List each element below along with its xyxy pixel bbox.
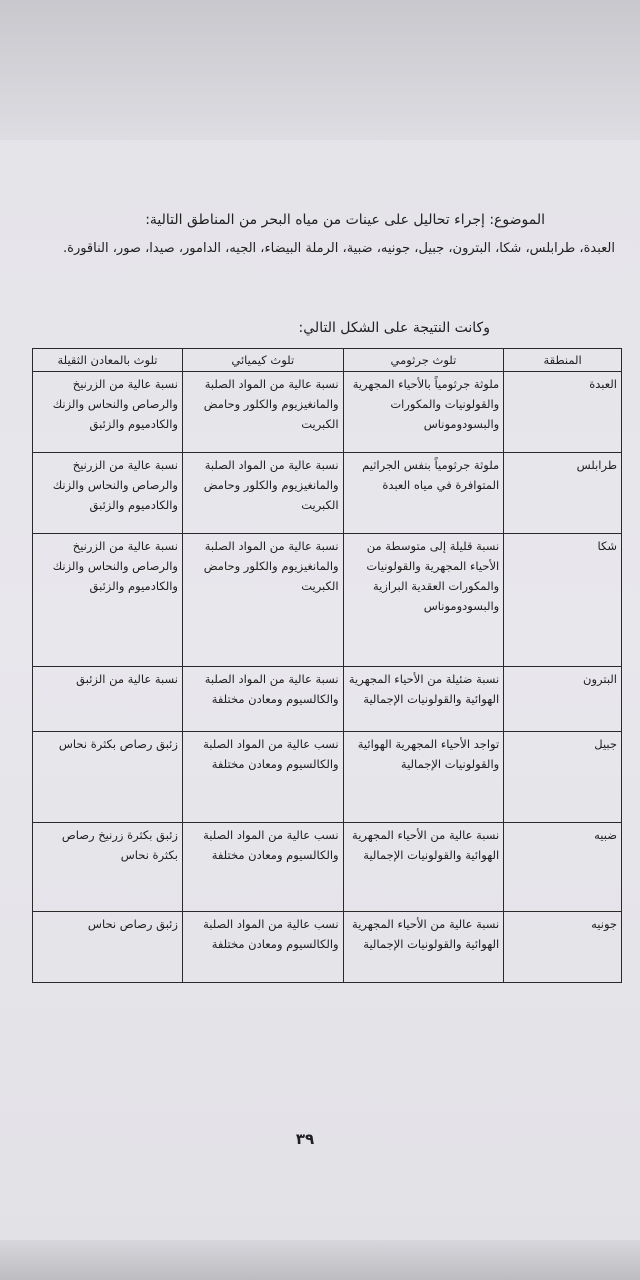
page-top-shadow bbox=[0, 0, 640, 140]
table-row bbox=[33, 372, 622, 453]
table-row bbox=[33, 453, 622, 534]
cell-region: طرابلس bbox=[504, 453, 622, 534]
header-heavy: تلوث بالمعادن الثقيلة bbox=[33, 349, 183, 372]
cell-chem: نسب عالية من المواد الصلبة والكالسيوم ومعادن مختلفة bbox=[182, 912, 343, 983]
cell-region: جونيه bbox=[504, 912, 622, 983]
cell-chem: نسب عالية من المواد الصلبة والكالسيوم ومعادن مختلفة bbox=[182, 732, 343, 823]
cell-heavy: نسبة عالية من الزرنيخ والرصاص والنحاس والزنك والكادميوم والزئبق bbox=[33, 534, 183, 667]
cell-heavy: زئبق رصاص بكثرة نحاس bbox=[33, 732, 183, 823]
cell-region: شكا bbox=[504, 534, 622, 667]
page-number: ٣٩ bbox=[295, 1130, 315, 1148]
cell-germ: ملوثة جرثومياً بالأحياء المجهرية والقولونيات والمكورات والبسودوموناس bbox=[343, 372, 504, 453]
table-row bbox=[33, 732, 622, 823]
table-row bbox=[33, 534, 622, 667]
cell-region: ضبيه bbox=[504, 823, 622, 912]
cell-germ: نسبة ضئيلة من الأحياء المجهرية الهوائية والقولونيات الإجمالية bbox=[343, 667, 504, 732]
regions-list: العبدة، طرابلس، شكا، البترون، جبيل، جونيه، ضبية، الرملة البيضاء، الجيه، الدامور، صيدا، صور، الناقورة. bbox=[63, 241, 615, 256]
table-header-row bbox=[33, 349, 622, 372]
page-bottom-shadow bbox=[0, 1240, 640, 1280]
cell-heavy: نسبة عالية من الزرنيخ والرصاص والنحاس والزنك والكادميوم والزئبق bbox=[33, 453, 183, 534]
table-row bbox=[33, 667, 622, 732]
cell-heavy: زئبق رصاص نحاس bbox=[33, 912, 183, 983]
results-intro: وكانت النتيجة على الشكل التالي: bbox=[298, 320, 490, 336]
cell-chem: نسبة عالية من المواد الصلبة والكالسيوم ومعادن مختلفة bbox=[182, 667, 343, 732]
cell-heavy: زئبق بكثرة زرنيخ رصاص بكثرة نحاس bbox=[33, 823, 183, 912]
table-row bbox=[33, 823, 622, 912]
cell-chem: نسب عالية من المواد الصلبة والكالسيوم ومعادن مختلفة bbox=[182, 823, 343, 912]
header-germ: تلوث جرثومي bbox=[343, 349, 504, 372]
cell-chem: نسبة عالية من المواد الصلبة والمانغيزيوم والكلور وحامض الكبريت bbox=[182, 372, 343, 453]
cell-germ: تواجد الأحياء المجهرية الهوائية والقولونيات الإجمالية bbox=[343, 732, 504, 823]
cell-heavy: نسبة عالية من الزرنيخ والرصاص والنحاس والزنك والكادميوم والزئبق bbox=[33, 372, 183, 453]
subject-line: الموضوع: إجراء تحاليل على عينات من مياه البحر من المناطق التالية: bbox=[145, 212, 545, 228]
cell-germ: نسبة عالية من الأحياء المجهرية الهوائية والقولونيات الإجمالية bbox=[343, 912, 504, 983]
cell-region: جبيل bbox=[504, 732, 622, 823]
results-table bbox=[32, 348, 622, 983]
cell-region: العبدة bbox=[504, 372, 622, 453]
cell-germ: نسبة عالية من الأحياء المجهرية الهوائية والقولونيات الإجمالية bbox=[343, 823, 504, 912]
header-region: المنطقة bbox=[504, 349, 622, 372]
cell-chem: نسبة عالية من المواد الصلبة والمانغيزيوم والكلور وحامض الكبريت bbox=[182, 534, 343, 667]
cell-chem: نسبة عالية من المواد الصلبة والمانغيزيوم والكلور وحامض الكبريت bbox=[182, 453, 343, 534]
cell-germ: نسبة قليلة إلى متوسطة من الأحياء المجهرية والقولونيات والمكورات العقدية البرازية والبسودوموناس bbox=[343, 534, 504, 667]
cell-germ: ملوثة جرثومياً بنفس الجراثيم المتوافرة في مياه العبدة bbox=[343, 453, 504, 534]
table-row bbox=[33, 912, 622, 983]
header-chem: تلوث كيميائي bbox=[182, 349, 343, 372]
cell-heavy: نسبة عالية من الزئبق bbox=[33, 667, 183, 732]
cell-region: البترون bbox=[504, 667, 622, 732]
